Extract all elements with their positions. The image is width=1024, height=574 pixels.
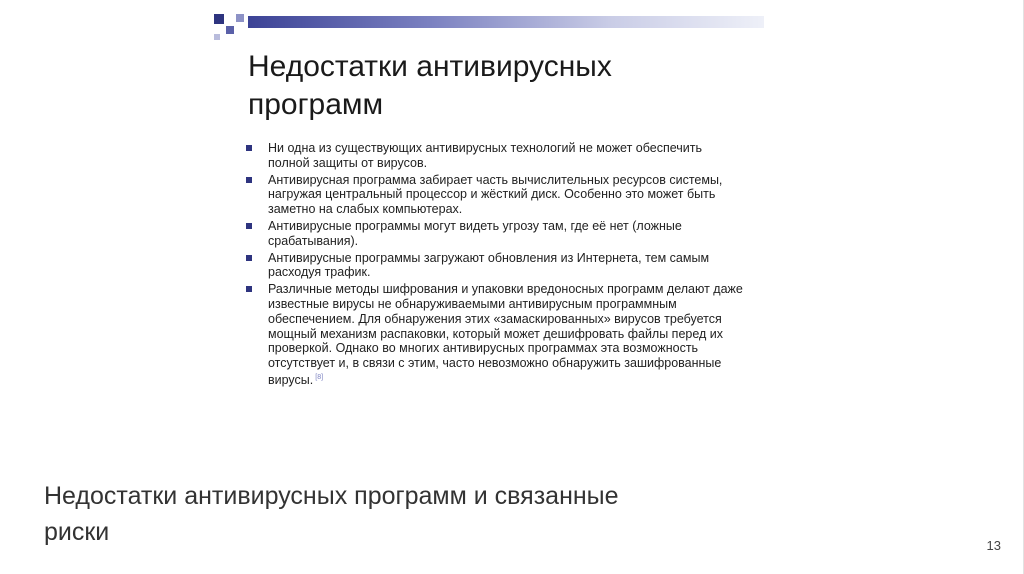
bullet-item [244,251,744,281]
reference-link[interactable]: [8] [315,373,324,381]
decor-square [214,34,220,40]
bullet-text: Различные методы шифрования и упаковки вредоносных программ делают даже известные вирусы не обнаруживаемыми антивирусным программным обеспечением. Для обнаружения этих «замаскированных» вирусов требуется мощный механизм распаковки, который может дешифровать файлы перед их проверкой. Однако во многих антивирусных программах эта возможность отсутствует и, в связи с этим, часто невозможно обнаружить зашифрованные вирусы. [268,282,743,388]
decor-square [226,26,234,34]
bullet-text: Антивирусные программы могут видеть угрозу там, где её нет (ложные срабатывания). [268,218,682,248]
bullet-square-icon [246,145,252,151]
bullet-item [244,219,744,249]
header-gradient-bar [248,16,764,28]
embedded-slide-image [214,8,774,408]
bullet-text: Антивирусные программы загружают обновления из Интернета, тем самым расходуя трафик. [268,250,710,280]
bullet-item [244,173,744,217]
bullet-text: Антивирусная программа забирает часть вычислительных ресурсов системы, нагружая центральный процессор и жёсткий диск. Особенно это может быть заметно на слабых компьютерах. [268,172,723,217]
decor-square [236,14,244,22]
slide-title: Недостатки антивирусных программ [248,50,612,121]
bullet-square-icon [246,255,252,261]
bullet-list [244,141,744,390]
decor-square [214,14,224,24]
slide-caption: Недостатки антивирусных программ и связанные риски [44,482,619,546]
page-number: 13 [986,538,1001,553]
bullet-square-icon [246,223,252,229]
bullet-item [244,141,744,171]
bullet-square-icon [246,177,252,183]
bullet-item [244,282,744,388]
bullet-text: Ни одна из существующих антивирусных технологий не может обеспечить полной защиты от вирусов. [268,141,703,170]
bullet-square-icon [246,286,252,292]
